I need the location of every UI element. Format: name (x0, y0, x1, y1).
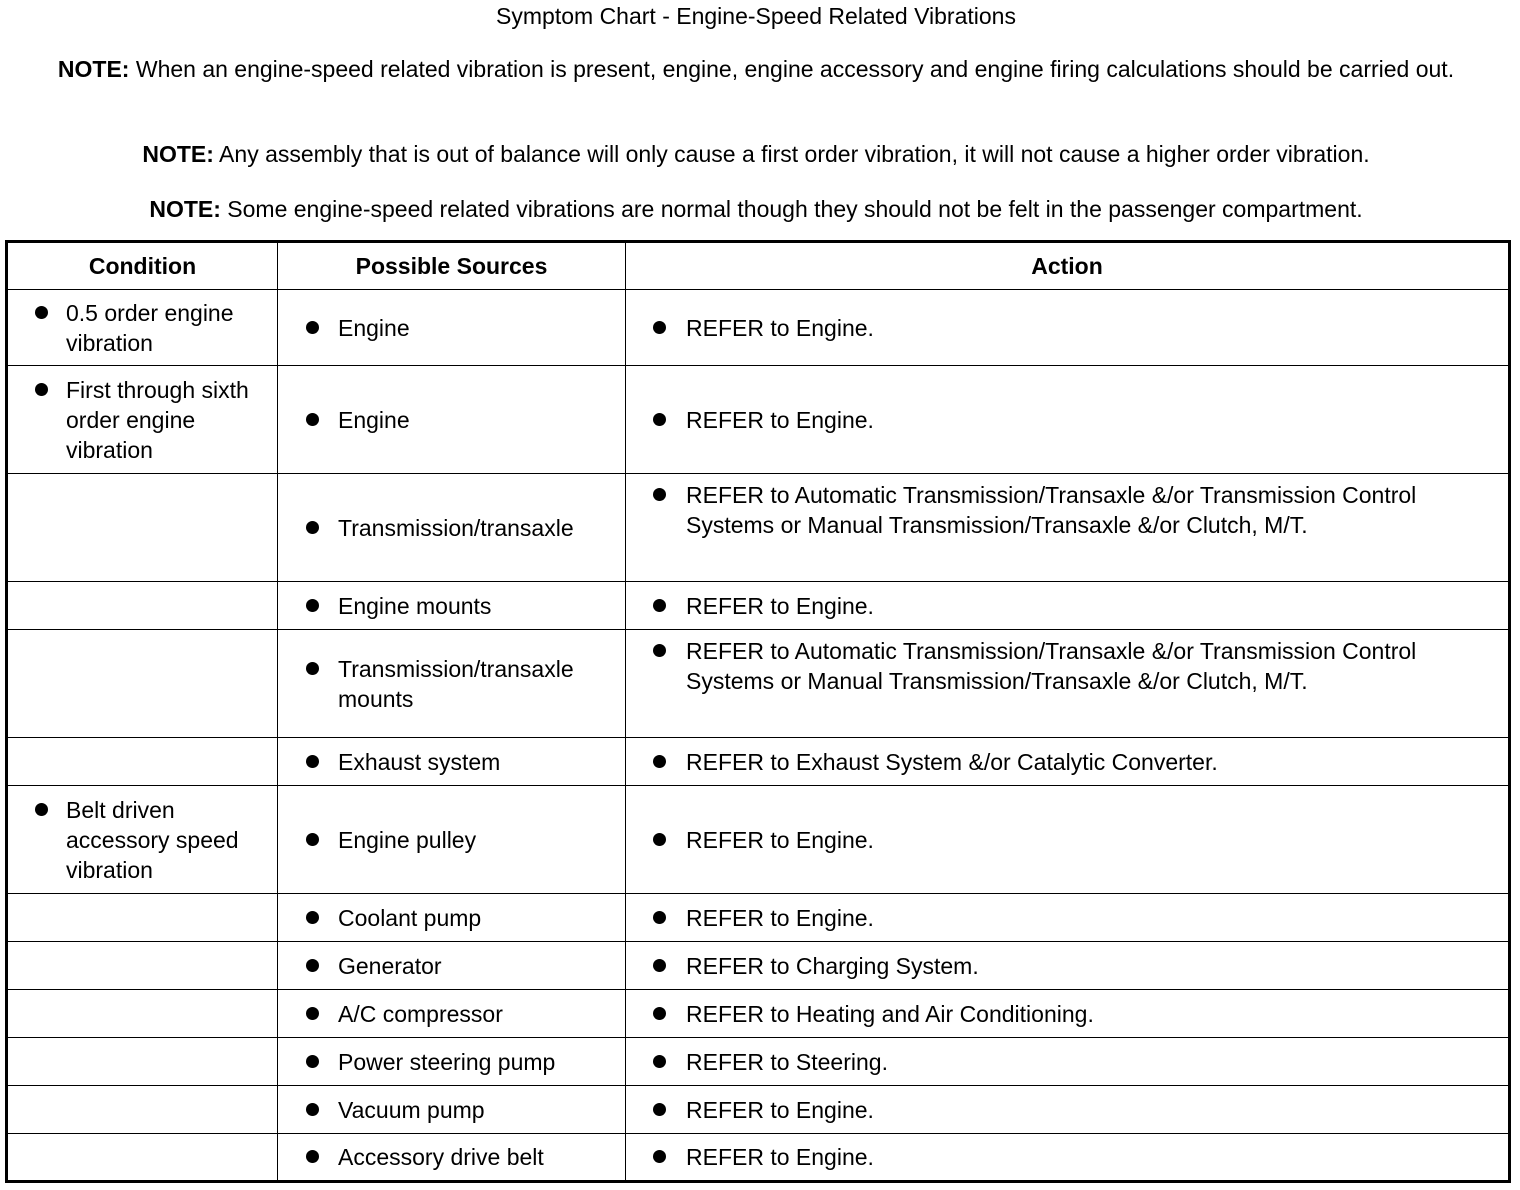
note-2 (10, 139, 1502, 169)
source-item (278, 825, 625, 855)
source-cell (278, 582, 626, 630)
table-row (7, 1086, 1510, 1134)
source-text: Engine (338, 314, 410, 341)
source-text: Coolant pump (338, 904, 482, 931)
bullet-icon (306, 833, 319, 846)
table-row (7, 474, 1510, 582)
table-row (7, 990, 1510, 1038)
action-cell (626, 474, 1510, 582)
symptom-table (5, 240, 1511, 1183)
bullet-icon (306, 911, 319, 924)
action-cell (626, 290, 1510, 366)
source-cell (278, 738, 626, 786)
action-text: REFER to Engine. (686, 904, 874, 931)
condition-cell (7, 1134, 278, 1182)
action-item (626, 591, 1508, 621)
action-text: REFER to Exhaust System &/or Catalytic Converter. (686, 748, 1218, 775)
table-row (7, 1038, 1510, 1086)
bullet-icon (306, 662, 319, 675)
bullet-icon (653, 911, 666, 924)
action-cell (626, 582, 1510, 630)
table-body (7, 290, 1510, 1182)
source-text: Engine mounts (338, 592, 492, 619)
source-item (278, 591, 625, 621)
source-item (278, 1142, 625, 1172)
action-text: REFER to Automatic Transmission/Transaxle &/or Transmission Control Systems or Manual Transmission/Transaxle &/or Clutch, M/T. (686, 638, 1417, 694)
source-cell (278, 894, 626, 942)
action-cell (626, 894, 1510, 942)
bullet-icon (653, 833, 666, 846)
source-item (278, 951, 625, 981)
source-cell (278, 474, 626, 582)
table-row (7, 942, 1510, 990)
condition-text: 0.5 order engine vibration (66, 299, 234, 356)
action-text: REFER to Engine. (686, 406, 874, 433)
source-text: Transmission/transaxle (338, 514, 574, 541)
action-item (626, 903, 1508, 933)
action-item (626, 825, 1508, 855)
condition-cell (7, 1038, 278, 1086)
action-text: REFER to Automatic Transmission/Transaxle &/or Transmission Control Systems or Manual Transmission/Transaxle &/or Clutch, M/T. (686, 482, 1417, 538)
note-label: NOTE: (57, 56, 130, 82)
note-text: When an engine-speed related vibration is present, engine, engine accessory and engine firing calculations should be carried out. (129, 56, 1455, 82)
condition-cell (7, 366, 278, 474)
bullet-icon (306, 321, 319, 334)
bullet-icon (306, 521, 319, 534)
source-item (278, 747, 625, 777)
condition-cell (7, 894, 278, 942)
condition-text: Belt driven accessory speed vibration (66, 796, 239, 883)
source-item (278, 999, 625, 1029)
source-text: Engine pulley (338, 826, 477, 853)
action-text: REFER to Engine. (686, 1096, 874, 1123)
action-text: REFER to Heating and Air Conditioning. (686, 1000, 1094, 1027)
note-3 (10, 194, 1502, 224)
source-item (278, 1047, 625, 1077)
page-title: Symptom Chart - Engine-Speed Related Vibrations (496, 3, 1016, 29)
bullet-icon (653, 644, 666, 657)
action-item (626, 951, 1508, 981)
note-1 (10, 54, 1502, 84)
source-item (278, 654, 625, 714)
bullet-icon (306, 1007, 319, 1020)
action-text: REFER to Engine. (686, 314, 874, 341)
header-possible-sources: Possible Sources (278, 242, 626, 290)
source-text: Exhaust system (338, 748, 501, 775)
action-cell (626, 786, 1510, 894)
action-item (626, 999, 1508, 1029)
bullet-icon (35, 306, 48, 319)
action-text: REFER to Steering. (686, 1048, 888, 1075)
condition-cell (7, 1086, 278, 1134)
bullet-icon (653, 599, 666, 612)
source-text: Transmission/transaxle mounts (338, 655, 574, 712)
table-row (7, 290, 1510, 366)
bullet-icon (653, 959, 666, 972)
source-item (278, 903, 625, 933)
action-cell (626, 630, 1510, 738)
table-row (7, 738, 1510, 786)
action-text: REFER to Engine. (686, 826, 874, 853)
bullet-icon (306, 959, 319, 972)
header-condition: Condition (7, 242, 278, 290)
bullet-icon (653, 755, 666, 768)
action-text: REFER to Engine. (686, 1144, 874, 1170)
source-text: A/C compressor (338, 1000, 503, 1027)
source-item (278, 313, 625, 343)
bullet-icon (306, 413, 319, 426)
bullet-icon (306, 599, 319, 612)
bullet-icon (653, 1055, 666, 1068)
action-cell (626, 738, 1510, 786)
condition-cell (7, 786, 278, 894)
action-item (626, 405, 1508, 435)
table-row (7, 894, 1510, 942)
source-text: Vacuum pump (338, 1096, 485, 1123)
table-row (7, 582, 1510, 630)
action-cell (626, 366, 1510, 474)
source-text: Power steering pump (338, 1048, 556, 1075)
action-item (626, 474, 1508, 540)
source-cell (278, 630, 626, 738)
action-item (626, 1095, 1508, 1125)
action-item (626, 313, 1508, 343)
bullet-icon (306, 755, 319, 768)
condition-cell (7, 942, 278, 990)
action-cell (626, 1134, 1510, 1182)
bullet-icon (653, 488, 666, 501)
action-item (626, 1047, 1508, 1077)
source-text: Accessory drive belt (338, 1144, 544, 1170)
table-header-row (7, 242, 1510, 290)
action-item (626, 747, 1508, 777)
condition-cell (7, 630, 278, 738)
source-cell (278, 1134, 626, 1182)
bullet-icon (306, 1103, 319, 1116)
table-row (7, 630, 1510, 738)
action-cell (626, 990, 1510, 1038)
condition-cell (7, 474, 278, 582)
bullet-icon (653, 1007, 666, 1020)
action-text: REFER to Charging System. (686, 952, 979, 979)
source-cell (278, 1086, 626, 1134)
condition-cell (7, 990, 278, 1038)
action-cell (626, 942, 1510, 990)
bullet-icon (653, 1103, 666, 1116)
condition-item (8, 795, 277, 885)
action-text: REFER to Engine. (686, 592, 874, 619)
source-cell (278, 290, 626, 366)
action-cell (626, 1038, 1510, 1086)
table-row (7, 366, 1510, 474)
condition-cell (7, 738, 278, 786)
source-text: Generator (338, 952, 442, 979)
bullet-icon (653, 321, 666, 334)
note-label: NOTE: (149, 196, 221, 222)
action-item (626, 1142, 1508, 1172)
condition-item (8, 375, 277, 465)
header-action: Action (626, 242, 1510, 290)
bullet-icon (653, 413, 666, 426)
source-cell (278, 990, 626, 1038)
note-text: Some engine-speed related vibrations are normal though they should not be felt in the passenger compartment. (220, 196, 1363, 222)
bullet-icon (653, 1150, 666, 1163)
condition-cell (7, 582, 278, 630)
source-cell (278, 786, 626, 894)
table-row (7, 786, 1510, 894)
bullet-icon (306, 1055, 319, 1068)
table-row (7, 1134, 1510, 1182)
condition-cell (7, 290, 278, 366)
note-label: NOTE: (142, 141, 214, 167)
source-item (278, 1095, 625, 1125)
source-cell (278, 1038, 626, 1086)
bullet-icon (306, 1150, 319, 1163)
condition-item (8, 298, 277, 358)
action-item (626, 630, 1508, 696)
source-cell (278, 942, 626, 990)
source-item (278, 405, 625, 435)
bullet-icon (35, 803, 48, 816)
source-cell (278, 366, 626, 474)
condition-text: First through sixth order engine vibration (66, 376, 249, 463)
action-cell (626, 1086, 1510, 1134)
bullet-icon (35, 383, 48, 396)
note-text: Any assembly that is out of balance will only cause a first order vibration, it will not cause a higher order vibration. (213, 141, 1370, 167)
source-item (278, 513, 625, 543)
source-text: Engine (338, 406, 410, 433)
